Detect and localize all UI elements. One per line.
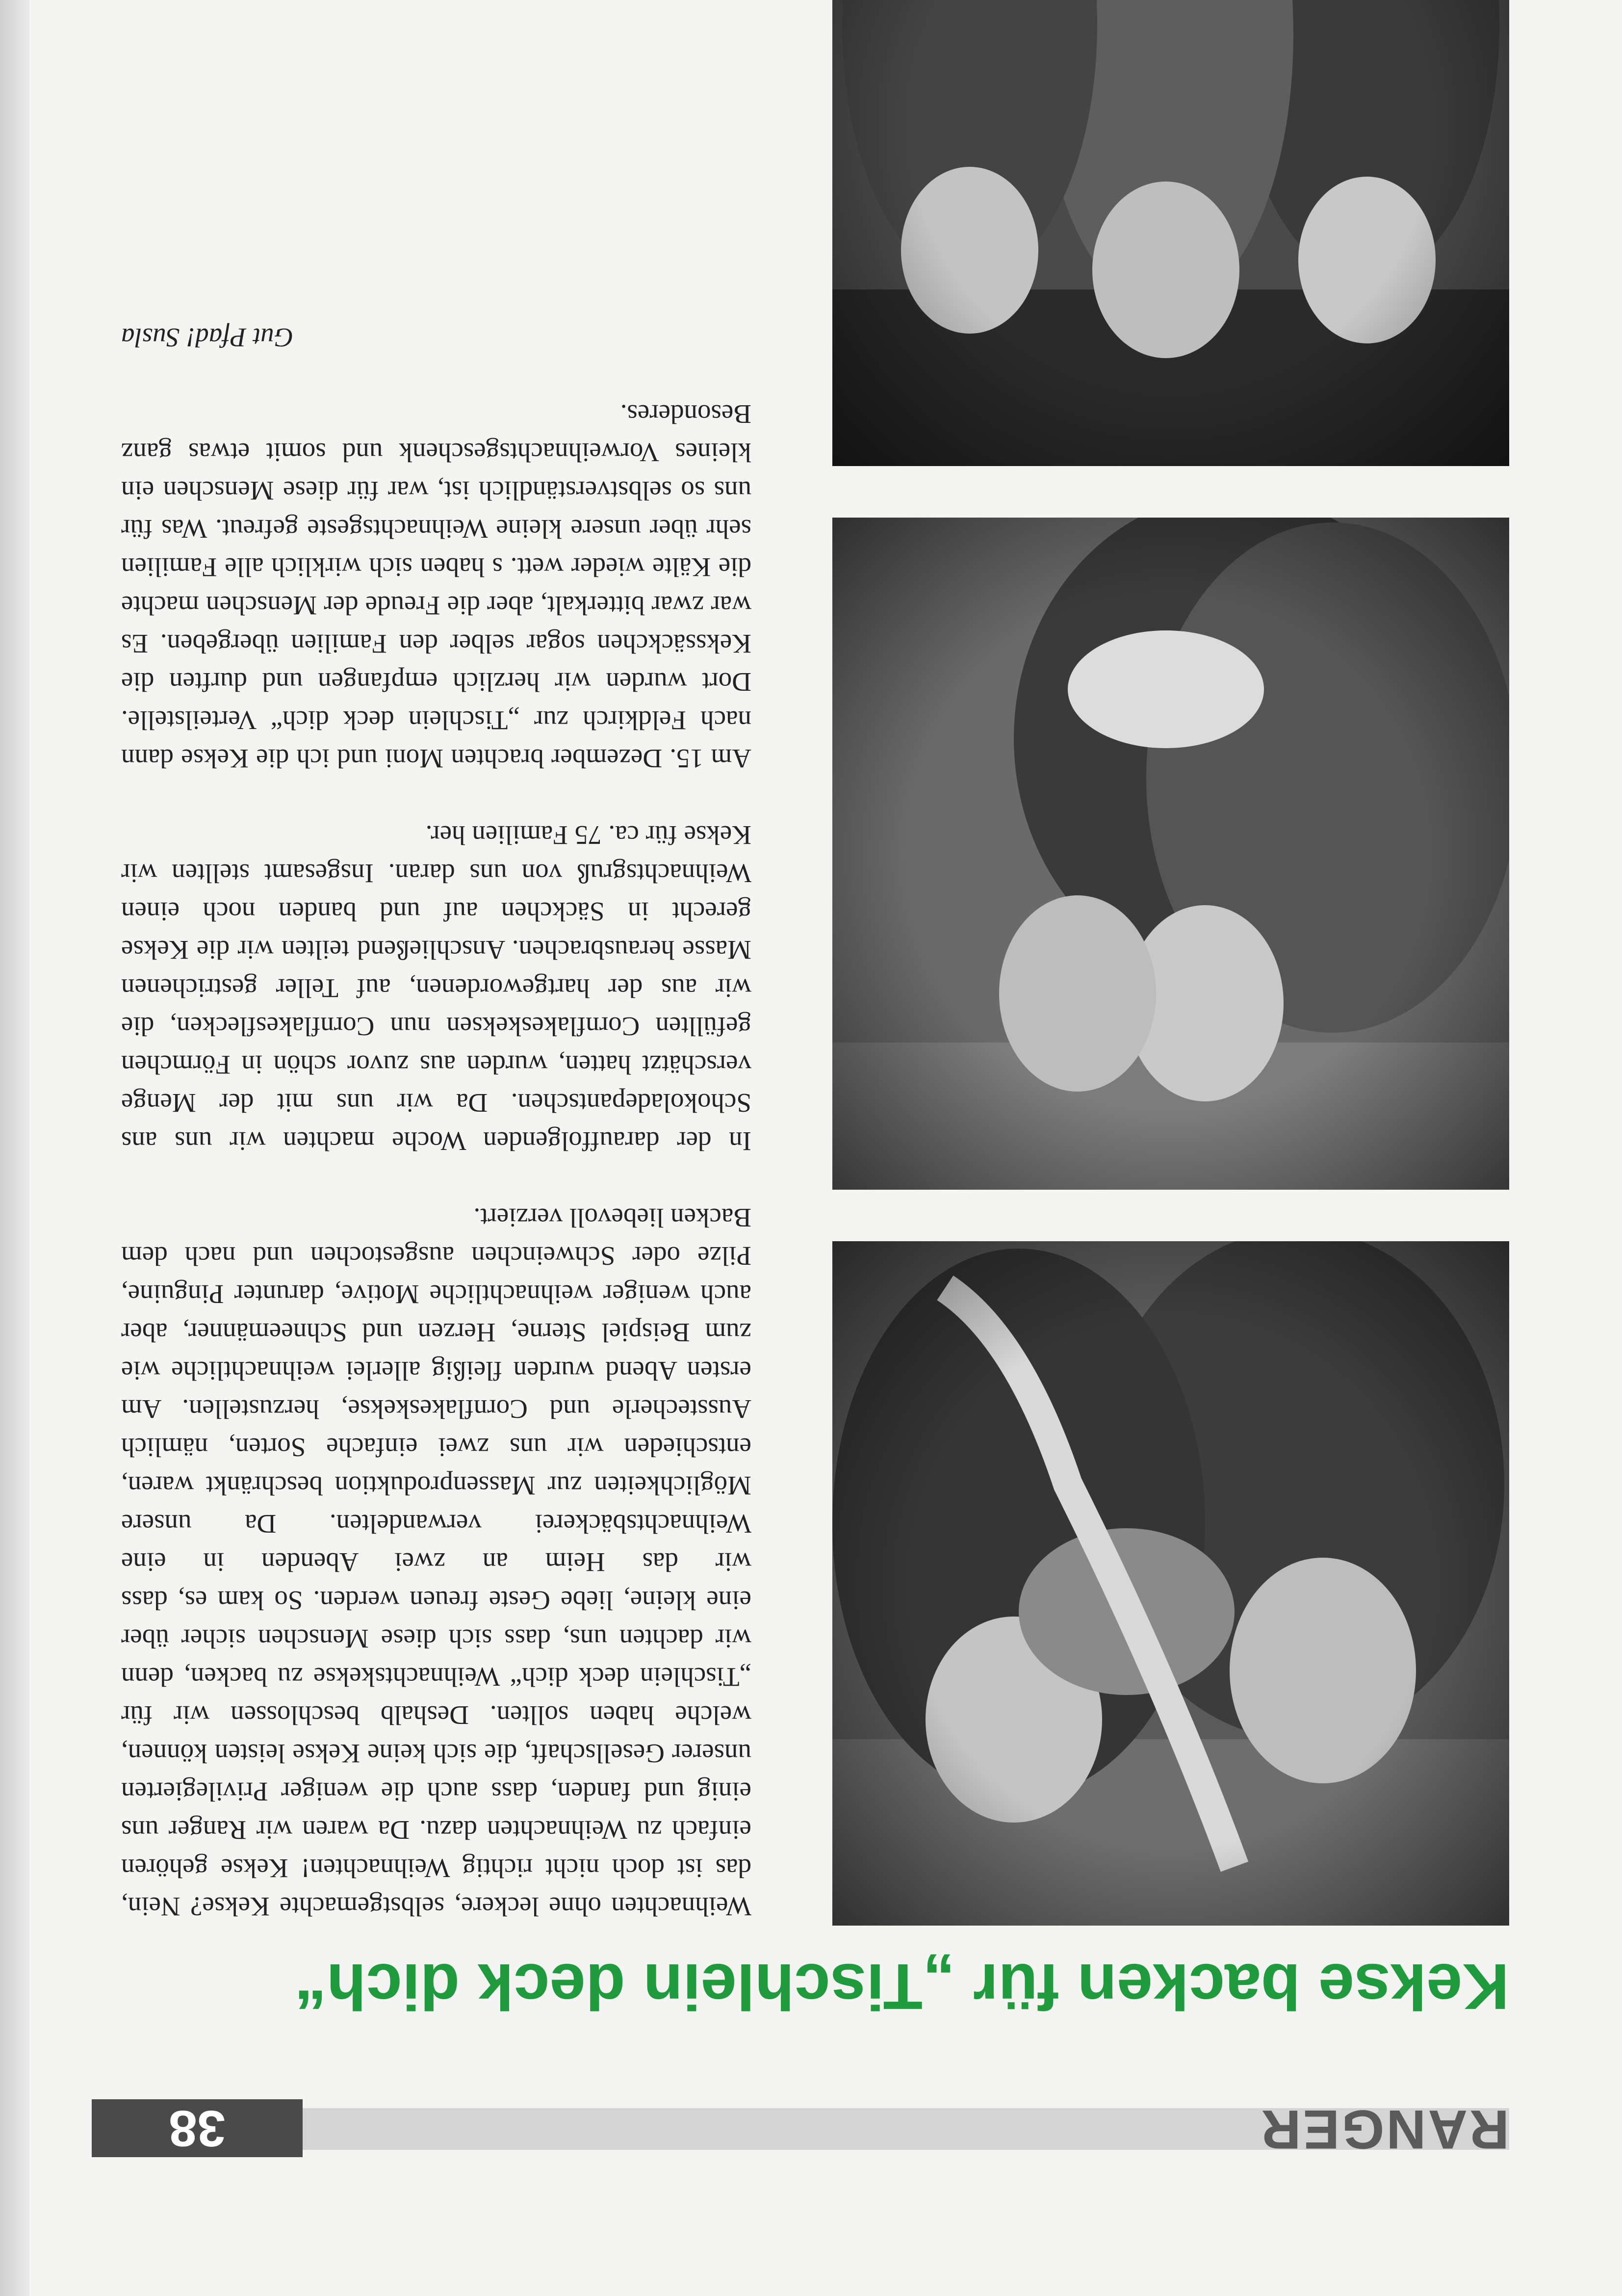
page-number: 38: [92, 2099, 303, 2157]
article-body: [121, 280, 751, 1926]
photo-three-people-at-distribution: [832, 0, 1509, 466]
article-paragraph: In der darauffolgenden Woche machten wir uns ans Schokoladepantschen. Da wir uns mit der Menge verschätzt hatten, wurden aus zuvor schön in Förmchen gefüllten Cornflakeskeksen nun Cornflakesflecken, die wir aus der hartgewordenen, auf Teller gestrichenen Masse herausbrachen. Anschließend teilten wir die Kekse gerecht in Säckchen auf und banden noch einen Weihnachtsgruß von uns daran. Insgesamt stellten wir Kekse für ca. 75 Familien her.: [121, 820, 751, 1156]
photo-ranger-with-plush-toy: [832, 1241, 1509, 1926]
article-paragraph: Am 15. Dezember brachten Moni und ich die Kekse dann nach Feldkirch zur „Tischlein deck dich“ Verteilstelle. Dort wurden wir herzlich empfangen und durften die Kekssäckchen sogar selber den Familien übergeben. Es war zwar bitterkalt, aber die Freude der Menschen machte die Kälte wieder wett. s haben sich wirklich alle Familien sehr über unsere kleine Weihnachtsgeste gefreut. Was für uns so selbstverständlich ist, war für diese Menschen ein kleines Vorweihnachtsgeschenk und somit etwas ganz Besonderes.: [121, 399, 751, 774]
article-paragraph: Weihnachten ohne leckere, selbstgemachte Kekse? Nein, das ist doch nicht richtig Weihnachten! Kekse gehören einfach zu Weihnachten dazu. Da waren wir Ranger uns einig und fanden, dass auch die weniger Privilegierten unserer Gesellschaft, die sich keine Kekse leisten können, welche haben sollten. Deshalb beschlossen wir für „Tischlein deck dich“ Weihnachtskekse zu backen, denn wir dachten uns, dass sich diese Menschen sicher über eine kleine, liebe Geste freuen werden. So kam es, dass wir das Heim an zwei Abenden in eine Weihnachtsbäckerei verwandelten. Da unsere Möglichkeiten zur Massenproduktion beschränkt waren, entschieden wir uns zwei einfache Sorten, nämlich Ausstecherle und Cornflakeskekse, herzustellen. Am ersten Abend wurden fleißig allerlei weihnachtliche wie zum Beispiel Sterne, Herzen und Schneemänner, aber auch weniger weihnachtliche Motive, darunter Pinguine, Pilze oder Schweinchen ausgestochen und nach dem Backen liebevoll verziert.: [121, 1203, 751, 1922]
photo-two-rangers-with-cookie-bags: [832, 518, 1509, 1190]
page-binding-edge: [0, 0, 29, 2296]
article-title: Kekse backen für „Tischlein deck dich“: [294, 1951, 1509, 2023]
article-signature: Gut Pfad! Susla: [121, 323, 294, 353]
section-label: RANGER: [1259, 2099, 1509, 2160]
